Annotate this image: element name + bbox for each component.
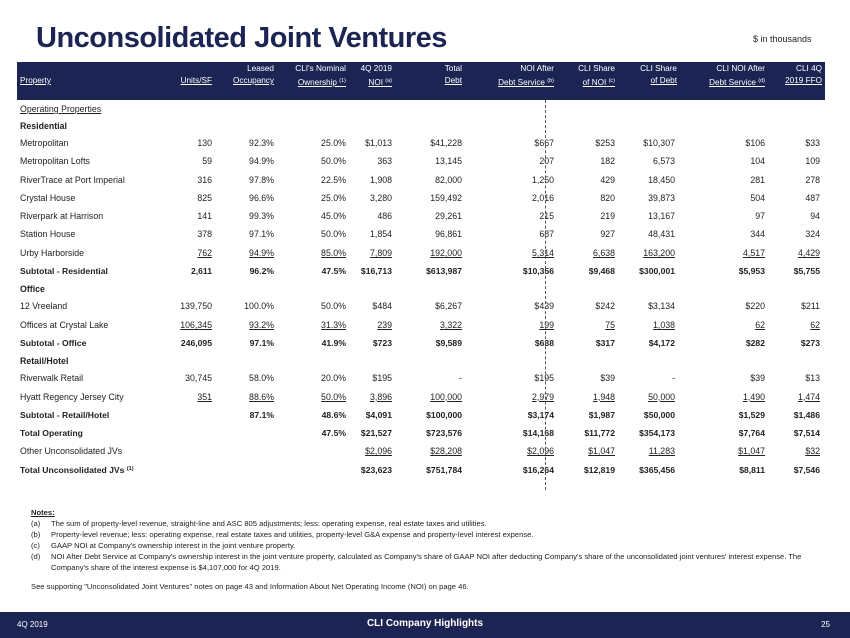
cell-own: 25.0% bbox=[321, 138, 346, 148]
property-name: Office bbox=[20, 284, 45, 295]
cell-occ: 94.9% bbox=[249, 156, 274, 167]
cell-cafter: $106 bbox=[745, 138, 765, 148]
table-header bbox=[17, 62, 825, 100]
cell-debt: 82,000 bbox=[435, 174, 462, 185]
cell-after: 5,314 bbox=[531, 247, 554, 258]
property-name: Crystal House bbox=[20, 192, 76, 203]
table-row bbox=[17, 134, 825, 152]
cell-snoi: $12,819 bbox=[583, 464, 615, 475]
cell-debt: $41,228 bbox=[430, 138, 462, 148]
cell-snoi: 429 bbox=[600, 174, 615, 185]
section-heading bbox=[17, 100, 825, 117]
col-header-cli-after: CLI NOI After Debt Service $^{(d)}$ bbox=[709, 64, 765, 87]
cell-sdebt: 39,873 bbox=[648, 192, 675, 203]
col-header-noi: 4Q 2019 NOI $^{(a)}$ bbox=[360, 64, 392, 87]
cell-after: $10,356 bbox=[522, 266, 554, 277]
property-name: Subtotal - Retail/Hotel bbox=[20, 409, 110, 420]
col-header-total-debt: Total Debt bbox=[444, 64, 462, 85]
cell-after: 199 bbox=[539, 319, 554, 330]
cell-snoi: 820 bbox=[600, 192, 615, 203]
cell-own: 31.3% bbox=[321, 319, 346, 330]
cell-noi: 3,896 bbox=[369, 391, 392, 402]
cell-ffo: 278 bbox=[805, 174, 820, 185]
table-row bbox=[17, 461, 825, 479]
page-number: 25 bbox=[821, 620, 830, 629]
cell-after: 215 bbox=[539, 211, 554, 222]
footer-title: CLI Company Highlights bbox=[366, 618, 484, 629]
cell-sdebt: 50,000 bbox=[648, 391, 675, 402]
cell-cafter: $1,047 bbox=[738, 446, 765, 457]
cell-ffo: 487 bbox=[805, 192, 820, 203]
see-supporting-note: See supporting "Unconsolidated Joint Ventures" notes on page 43 and Information About Net Operating Income (NOI) on page 46. bbox=[31, 582, 469, 591]
cell-sdebt: $10,307 bbox=[643, 138, 675, 148]
cell-occ: 96.6% bbox=[249, 192, 274, 203]
cell-snoi: $1,047 bbox=[588, 446, 615, 457]
table-row bbox=[17, 152, 825, 170]
col-header-property: Property bbox=[20, 76, 51, 85]
cell-after: $2,096 bbox=[527, 446, 554, 457]
property-name: RiverTrace at Port Imperial bbox=[20, 174, 125, 185]
cell-snoi: $11,772 bbox=[584, 428, 615, 439]
cell-cafter: $1,529 bbox=[738, 409, 765, 420]
cell-debt: 159,492 bbox=[430, 192, 462, 203]
cell-snoi: 927 bbox=[600, 229, 615, 240]
cell-after: 207 bbox=[539, 156, 554, 167]
jv-table bbox=[17, 62, 825, 479]
property-name: Hyatt Regency Jersey City bbox=[20, 391, 124, 402]
cell-units: 106,345 bbox=[180, 319, 212, 330]
cell-ffo: 4,429 bbox=[797, 247, 820, 258]
cell-ffo: $13 bbox=[805, 373, 820, 384]
cell-cafter: 1,490 bbox=[742, 391, 765, 402]
property-name: Total Operating bbox=[20, 428, 83, 439]
table-row bbox=[17, 171, 825, 189]
col-header-ownership: CLI's Nominal Ownership $^{(1)}$ bbox=[295, 64, 346, 87]
property-name: Urby Harborside bbox=[20, 247, 85, 258]
property-name: 12 Vreeland bbox=[20, 301, 68, 312]
cell-after: $667 bbox=[534, 138, 554, 148]
property-name: Residential bbox=[20, 121, 67, 131]
cell-ffo: 94 bbox=[810, 211, 820, 222]
cell-debt: 3,322 bbox=[439, 319, 462, 330]
cell-sdebt: $354,173 bbox=[639, 428, 675, 439]
property-name: Total Unconsolidated JVs $^{(1)}$ bbox=[20, 464, 134, 475]
property-name: Retail/Hotel bbox=[20, 356, 69, 367]
cell-debt: 100,000 bbox=[430, 391, 462, 402]
cell-cafter: 504 bbox=[750, 192, 765, 203]
property-name: Operating Properties bbox=[20, 104, 102, 114]
cell-ffo: $211 bbox=[801, 301, 820, 312]
cell-debt: $723,576 bbox=[426, 428, 462, 439]
cell-own: 85.0% bbox=[321, 247, 346, 258]
cell-snoi: 1,948 bbox=[592, 391, 615, 402]
cell-cafter: $282 bbox=[745, 337, 765, 348]
table-row bbox=[17, 334, 825, 352]
property-name: Other Unconsolidated JVs bbox=[20, 446, 123, 457]
table-row bbox=[17, 316, 825, 334]
cell-cafter: 62 bbox=[755, 319, 765, 330]
cell-occ: 100.0% bbox=[244, 301, 274, 312]
cell-units: 59 bbox=[202, 156, 212, 167]
cell-sdebt: $4,172 bbox=[648, 337, 675, 348]
table-row bbox=[17, 424, 825, 442]
cell-units: 762 bbox=[197, 247, 212, 258]
cell-after: $3,174 bbox=[527, 409, 554, 420]
cell-noi: 1,908 bbox=[369, 174, 392, 185]
cell-occ: 88.6% bbox=[249, 391, 274, 402]
cell-ffo: $5,755 bbox=[793, 266, 820, 277]
cell-occ: 97.1% bbox=[249, 229, 274, 240]
cell-own: 48.6% bbox=[321, 409, 346, 420]
cell-sdebt: - bbox=[672, 373, 675, 384]
cell-cafter: $5,953 bbox=[738, 266, 765, 277]
cell-own: 20.0% bbox=[321, 373, 346, 384]
cell-snoi: $1,987 bbox=[588, 409, 615, 420]
cell-noi: $723 bbox=[372, 337, 392, 348]
cell-units: 825 bbox=[197, 192, 212, 203]
note-item: (d) NOI After Debt Service at Company's ownership interest in the joint venture property, calculated as Company's share of GAAP NOI after deducting Company's share of the unconsolidated joint ventures' interest expense. The Company's share of the interest expense is $4,107,000 for 4Q 2019. bbox=[31, 552, 802, 572]
col-header-noi-after: NOI After Debt Service $^{(b)}$ bbox=[498, 64, 554, 87]
cell-noi: 486 bbox=[377, 211, 392, 222]
cell-cafter: 344 bbox=[750, 229, 765, 240]
cell-ffo: $7,546 bbox=[793, 464, 820, 475]
cell-ffo: 324 bbox=[805, 229, 820, 240]
cell-own: 47.5% bbox=[321, 428, 346, 439]
cell-noi: 7,809 bbox=[369, 247, 392, 258]
table-row bbox=[17, 297, 825, 315]
cell-after: $14,168 bbox=[522, 428, 554, 439]
note-item: (a) The sum of property-level revenue, straight-line and ASC 805 adjustments; less: operating expense, real estate taxes and utilities. bbox=[31, 519, 487, 528]
cell-noi: $2,096 bbox=[365, 446, 392, 457]
cell-units: 378 bbox=[197, 229, 212, 240]
cell-debt: 29,261 bbox=[435, 211, 462, 222]
cell-snoi: $39 bbox=[600, 373, 615, 384]
cell-occ: 94.9% bbox=[249, 247, 274, 258]
cell-ffo: 1,474 bbox=[797, 391, 820, 402]
cell-occ: 92.3% bbox=[249, 138, 274, 148]
cell-debt: 96,861 bbox=[435, 229, 462, 240]
cell-debt: 13,145 bbox=[435, 156, 462, 167]
cell-after: $16,264 bbox=[522, 464, 554, 475]
cell-ffo: $273 bbox=[800, 337, 820, 348]
cell-ffo: $1,486 bbox=[793, 409, 820, 420]
cell-occ: 58.0% bbox=[249, 373, 274, 384]
cell-ffo: $7,514 bbox=[793, 428, 820, 439]
property-name: Station House bbox=[20, 229, 76, 240]
cell-cafter: $8,811 bbox=[739, 464, 765, 475]
cell-cafter: 281 bbox=[750, 174, 765, 185]
cell-snoi: 75 bbox=[605, 319, 615, 330]
cell-noi: 239 bbox=[377, 319, 392, 330]
cell-units: 139,750 bbox=[180, 301, 212, 312]
cell-debt: $613,987 bbox=[426, 266, 462, 277]
cell-own: 50.0% bbox=[321, 391, 346, 402]
section-heading bbox=[17, 280, 825, 297]
footer-bar bbox=[0, 612, 850, 638]
cell-noi: 363 bbox=[377, 156, 392, 167]
cell-units: 2,611 bbox=[190, 266, 212, 277]
cell-after: $195 bbox=[534, 373, 554, 384]
cell-noi: $4,091 bbox=[365, 409, 392, 420]
cell-debt: $9,589 bbox=[435, 337, 462, 348]
cell-snoi: $9,468 bbox=[588, 266, 615, 277]
col-header-ffo: CLI 4Q 2019 FFO bbox=[785, 64, 822, 85]
cell-sdebt: $3,134 bbox=[648, 301, 675, 312]
table-body bbox=[17, 100, 825, 479]
cell-occ: 93.2% bbox=[249, 319, 274, 330]
cell-ffo: 109 bbox=[805, 156, 820, 167]
cell-units: 30,745 bbox=[185, 373, 212, 384]
cell-noi: 3,280 bbox=[369, 192, 392, 203]
table-row bbox=[17, 244, 825, 262]
property-name: Subtotal - Office bbox=[20, 337, 87, 348]
cell-own: 25.0% bbox=[321, 192, 346, 203]
cell-debt: 192,000 bbox=[430, 247, 462, 258]
page-title: Unconsolidated Joint Ventures bbox=[36, 22, 447, 54]
property-name: Subtotal - Residential bbox=[20, 266, 108, 277]
cell-after: 2,016 bbox=[531, 192, 554, 203]
footer-period: 4Q 2019 bbox=[17, 620, 48, 629]
cell-occ: 87.1% bbox=[249, 409, 274, 420]
cell-debt: $6,267 bbox=[435, 301, 462, 312]
table-row bbox=[17, 388, 825, 406]
table-row bbox=[17, 225, 825, 243]
cell-own: 41.9% bbox=[321, 337, 346, 348]
note-item: (b) Property-level revenue; less: operating expense, real estate taxes and utilities, property-level G&A expense and property-level interest expense. bbox=[31, 530, 534, 539]
cell-snoi: 219 bbox=[600, 211, 615, 222]
cell-own: 50.0% bbox=[321, 301, 346, 312]
property-name: Offices at Crystal Lake bbox=[20, 319, 109, 330]
cell-units: 351 bbox=[197, 391, 212, 402]
property-name: Metropolitan Lofts bbox=[20, 156, 90, 167]
cell-sdebt: $365,456 bbox=[639, 464, 675, 475]
column-divider bbox=[545, 100, 546, 490]
table-row bbox=[17, 406, 825, 424]
notes-section bbox=[31, 508, 831, 591]
cell-noi: 1,854 bbox=[369, 229, 392, 240]
cell-units: 246,095 bbox=[180, 337, 212, 348]
property-name: Riverwalk Retail bbox=[20, 373, 84, 384]
cell-after: 687 bbox=[539, 229, 554, 240]
cell-units: 316 bbox=[197, 174, 212, 185]
cell-cafter: $39 bbox=[750, 373, 765, 384]
property-name: Riverpark at Harrison bbox=[20, 211, 104, 222]
cell-sdebt: 48,431 bbox=[648, 229, 675, 240]
cell-after: $638 bbox=[534, 337, 554, 348]
cell-noi: $1,013 bbox=[365, 138, 392, 148]
cell-debt: - bbox=[459, 373, 462, 384]
cell-snoi: $242 bbox=[595, 301, 615, 312]
cell-occ: 96.2% bbox=[249, 266, 274, 277]
cell-cafter: 104 bbox=[750, 156, 765, 167]
cell-debt: $28,208 bbox=[430, 446, 462, 457]
note-item: (c) GAAP NOI at Company's ownership interest in the joint venture property. bbox=[31, 541, 296, 550]
cell-occ: 97.8% bbox=[249, 174, 274, 185]
cell-sdebt: $50,000 bbox=[643, 409, 675, 420]
table-row bbox=[17, 369, 825, 387]
col-header-share-debt: CLI Share of Debt bbox=[640, 64, 677, 85]
cell-sdebt: 6,573 bbox=[652, 156, 675, 167]
section-heading bbox=[17, 352, 825, 369]
cell-noi: $195 bbox=[372, 373, 392, 384]
notes-heading: Notes: bbox=[31, 508, 55, 517]
cell-debt: $100,000 bbox=[426, 409, 462, 420]
cell-after: $439 bbox=[534, 301, 554, 312]
cell-snoi: 182 bbox=[600, 156, 615, 167]
cell-snoi: $317 bbox=[595, 337, 615, 348]
table-row bbox=[17, 207, 825, 225]
cell-own: 50.0% bbox=[321, 156, 346, 167]
cell-ffo: $32 bbox=[805, 446, 820, 457]
col-header-occupancy: Leased Occupancy bbox=[233, 64, 274, 85]
section-heading bbox=[17, 117, 825, 134]
cell-occ: 97.1% bbox=[249, 337, 274, 348]
cell-units: 141 bbox=[197, 211, 212, 222]
cell-cafter: 4,517 bbox=[742, 247, 765, 258]
cell-snoi: 6,638 bbox=[592, 247, 615, 258]
cell-occ: 99.3% bbox=[249, 211, 274, 222]
cell-own: 22.5% bbox=[321, 174, 346, 185]
cell-ffo: $33 bbox=[805, 138, 820, 148]
cell-units: 130 bbox=[197, 138, 212, 148]
cell-after: 2,979 bbox=[531, 391, 554, 402]
cell-noi: $16,713 bbox=[360, 266, 392, 277]
cell-noi: $484 bbox=[372, 301, 392, 312]
cell-own: 47.5% bbox=[321, 266, 346, 277]
cell-own: 45.0% bbox=[321, 211, 346, 222]
col-header-share-noi: CLI Share of NOI $^{(c)}$ bbox=[578, 64, 615, 87]
property-name: Metropolitan bbox=[20, 138, 69, 148]
units-note: $ in thousands bbox=[753, 34, 812, 44]
table-row bbox=[17, 442, 825, 460]
cell-sdebt: 13,167 bbox=[648, 211, 675, 222]
cell-noi: $23,623 bbox=[360, 464, 392, 475]
cell-ffo: 62 bbox=[810, 319, 820, 330]
cell-sdebt: 11,283 bbox=[648, 446, 675, 457]
table-row bbox=[17, 262, 825, 280]
cell-cafter: $7,764 bbox=[738, 428, 765, 439]
table-row bbox=[17, 189, 825, 207]
cell-after: 1,250 bbox=[531, 174, 554, 185]
cell-snoi: $253 bbox=[595, 138, 615, 148]
cell-noi: $21,527 bbox=[360, 428, 392, 439]
cell-sdebt: $300,001 bbox=[639, 266, 675, 277]
col-header-units: Units/SF bbox=[180, 76, 212, 85]
cell-debt: $751,784 bbox=[426, 464, 462, 475]
cell-sdebt: 163,200 bbox=[643, 247, 675, 258]
cell-sdebt: 18,450 bbox=[648, 174, 675, 185]
cell-own: 50.0% bbox=[321, 229, 346, 240]
cell-sdebt: 1,038 bbox=[652, 319, 675, 330]
cell-cafter: $220 bbox=[745, 301, 765, 312]
cell-cafter: 97 bbox=[755, 211, 765, 222]
